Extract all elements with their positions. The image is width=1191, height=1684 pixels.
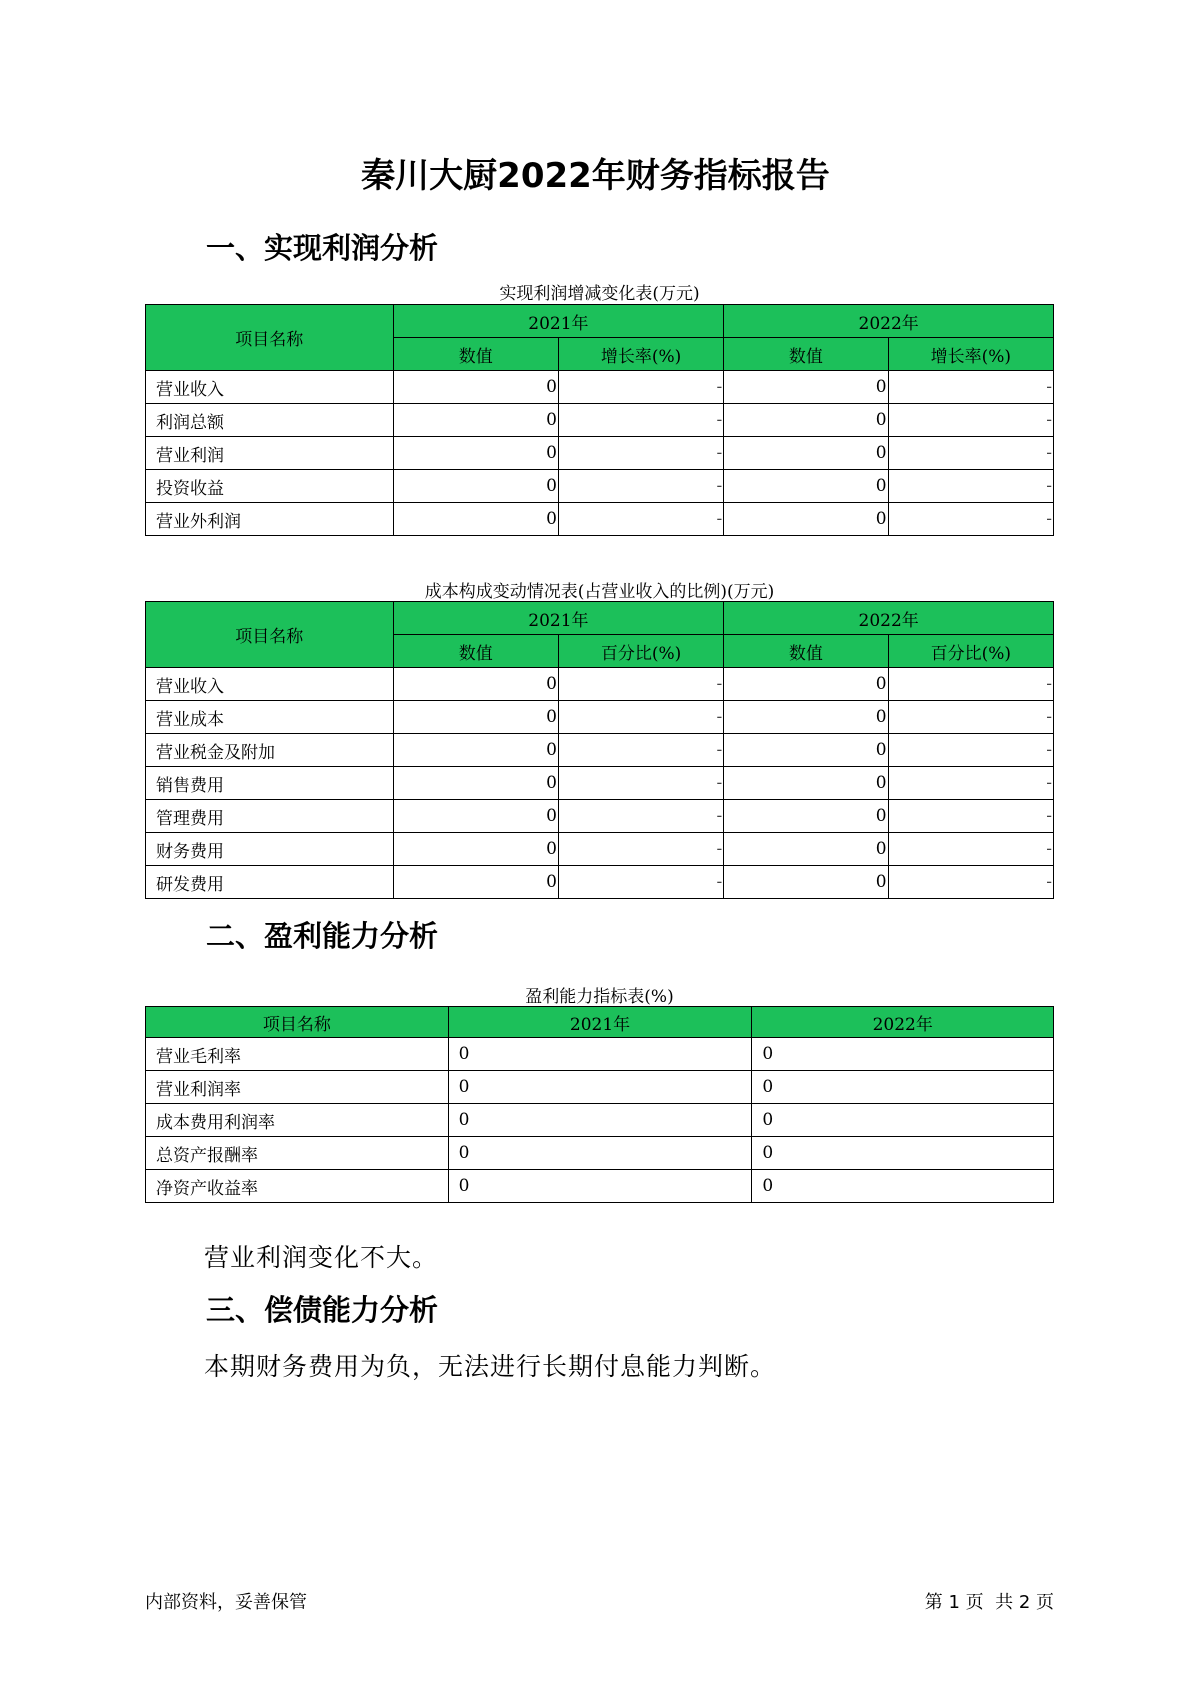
subheader-percent: 百分比(%) (558, 635, 723, 668)
row-item-name: 投资收益 (146, 470, 394, 503)
cell-value-2022: 0 (752, 1038, 1054, 1071)
col-header-year2: 2022年 (724, 305, 1054, 338)
cell-percent-2022: - (888, 833, 1053, 866)
report-title: 秦川大厨2022年财务指标报告 (361, 156, 830, 196)
table-row (146, 866, 1054, 899)
table-row (146, 767, 1054, 800)
col-header-year1: 2021年 (393, 305, 724, 338)
cell-value-2022: 0 (724, 734, 888, 767)
table2-caption: 成本构成变动情况表(占营业收入的比例)(万元) (424, 582, 775, 602)
cell-percent-2021: - (558, 833, 723, 866)
table-row (146, 404, 1054, 437)
cell-value-2022: 0 (724, 767, 888, 800)
cell-rate-2021: - (558, 371, 723, 404)
cell-value-2022: 0 (752, 1137, 1054, 1170)
cell-value-2022: 0 (724, 668, 888, 701)
cell-value-2022: 0 (724, 470, 888, 503)
table-row (146, 668, 1054, 701)
cell-percent-2022: - (888, 866, 1053, 899)
row-item-name: 净资产收益率 (146, 1170, 449, 1203)
cell-percent-2021: - (558, 734, 723, 767)
table-row (146, 1071, 1054, 1104)
cell-rate-2021: - (558, 404, 723, 437)
row-item-name: 管理费用 (146, 800, 394, 833)
cell-value-2021: 0 (448, 1137, 752, 1170)
table-row (146, 470, 1054, 503)
row-item-name: 总资产报酬率 (146, 1137, 449, 1170)
cell-value-2021: 0 (448, 1170, 752, 1203)
table-row (146, 437, 1054, 470)
table-row (146, 1038, 1054, 1071)
cell-percent-2021: - (558, 866, 723, 899)
row-item-name: 财务费用 (146, 833, 394, 866)
cell-value-2021: 0 (448, 1038, 752, 1071)
col-header-year2: 2022年 (724, 602, 1054, 635)
row-item-name: 销售费用 (146, 767, 394, 800)
cell-value-2022: 0 (752, 1170, 1054, 1203)
cell-percent-2022: - (888, 668, 1053, 701)
col-header-year2: 2022年 (752, 1007, 1054, 1038)
paragraph-profit-comment: 营业利润变化不大。 (204, 1243, 439, 1272)
cell-value-2021: 0 (393, 767, 558, 800)
cell-rate-2022: - (888, 470, 1053, 503)
cell-rate-2022: - (888, 404, 1053, 437)
footer-confidential: 内部资料，妥善保管 (145, 1592, 307, 1613)
section-heading-solvency: 三、偿债能力分析 (206, 1293, 439, 1327)
row-item-name: 营业利润 (146, 437, 394, 470)
cell-value-2021: 0 (393, 866, 558, 899)
cell-value-2021: 0 (393, 404, 558, 437)
table-row (146, 1137, 1054, 1170)
table-row (146, 1170, 1054, 1203)
footer-page-number: 第 1 页 共 2 页 (924, 1592, 1054, 1613)
paragraph-solvency-comment: 本期财务费用为负，无法进行长期付息能力判断。 (204, 1352, 777, 1381)
cell-value-2021: 0 (393, 371, 558, 404)
cell-value-2022: 0 (724, 800, 888, 833)
cell-value-2021: 0 (393, 833, 558, 866)
cell-percent-2021: - (558, 800, 723, 833)
cell-percent-2022: - (888, 800, 1053, 833)
row-item-name: 研发费用 (146, 866, 394, 899)
cell-percent-2021: - (558, 701, 723, 734)
cost-structure-table (145, 601, 1054, 899)
subheader-rate: 增长率(%) (888, 338, 1053, 371)
cell-rate-2021: - (558, 503, 723, 536)
cell-value-2022: 0 (724, 503, 888, 536)
section-heading-profitability: 二、盈利能力分析 (206, 919, 439, 953)
cell-percent-2022: - (888, 734, 1053, 767)
cell-value-2021: 0 (393, 701, 558, 734)
row-item-name: 营业利润率 (146, 1071, 449, 1104)
cell-value-2021: 0 (393, 470, 558, 503)
cell-percent-2021: - (558, 767, 723, 800)
cell-rate-2021: - (558, 470, 723, 503)
col-header-item-name: 项目名称 (146, 1007, 449, 1038)
cell-value-2021: 0 (393, 800, 558, 833)
cell-value-2022: 0 (752, 1104, 1054, 1137)
section-heading-profit: 一、实现利润分析 (206, 231, 439, 265)
subheader-value: 数值 (393, 635, 558, 668)
col-header-item-name: 项目名称 (146, 602, 394, 668)
table-row (146, 701, 1054, 734)
table-row (146, 833, 1054, 866)
subheader-value: 数值 (393, 338, 558, 371)
row-item-name: 营业成本 (146, 701, 394, 734)
cell-value-2021: 0 (393, 734, 558, 767)
row-item-name: 营业外利润 (146, 503, 394, 536)
cell-value-2021: 0 (393, 437, 558, 470)
row-item-name: 营业税金及附加 (146, 734, 394, 767)
table-row (146, 503, 1054, 536)
subheader-value: 数值 (724, 635, 888, 668)
cell-value-2022: 0 (724, 371, 888, 404)
cell-rate-2022: - (888, 503, 1053, 536)
col-header-item-name: 项目名称 (146, 305, 394, 371)
cell-value-2022: 0 (752, 1071, 1054, 1104)
cell-value-2022: 0 (724, 833, 888, 866)
col-header-year1: 2021年 (393, 602, 724, 635)
row-item-name: 营业收入 (146, 668, 394, 701)
cell-value-2022: 0 (724, 437, 888, 470)
table-row (146, 800, 1054, 833)
cell-value-2021: 0 (393, 503, 558, 536)
subheader-percent: 百分比(%) (888, 635, 1053, 668)
table-row (146, 371, 1054, 404)
row-item-name: 营业收入 (146, 371, 394, 404)
table3-caption: 盈利能力指标表(%) (525, 987, 674, 1007)
cell-rate-2022: - (888, 437, 1053, 470)
cell-value-2021: 0 (448, 1071, 752, 1104)
table-row (146, 734, 1054, 767)
cell-percent-2021: - (558, 668, 723, 701)
profit-change-table (145, 304, 1054, 536)
cell-percent-2022: - (888, 701, 1053, 734)
table1-caption: 实现利润增减变化表(万元) (499, 284, 700, 304)
cell-value-2022: 0 (724, 404, 888, 437)
cell-rate-2021: - (558, 437, 723, 470)
col-header-year1: 2021年 (448, 1007, 752, 1038)
cell-value-2021: 0 (448, 1104, 752, 1137)
profitability-table (145, 1006, 1054, 1203)
row-item-name: 利润总额 (146, 404, 394, 437)
row-item-name: 营业毛利率 (146, 1038, 449, 1071)
cell-value-2021: 0 (393, 668, 558, 701)
row-item-name: 成本费用利润率 (146, 1104, 449, 1137)
cell-value-2022: 0 (724, 701, 888, 734)
cell-value-2022: 0 (724, 866, 888, 899)
cell-percent-2022: - (888, 767, 1053, 800)
cell-rate-2022: - (888, 371, 1053, 404)
table-row (146, 1104, 1054, 1137)
subheader-value: 数值 (724, 338, 888, 371)
subheader-rate: 增长率(%) (558, 338, 723, 371)
